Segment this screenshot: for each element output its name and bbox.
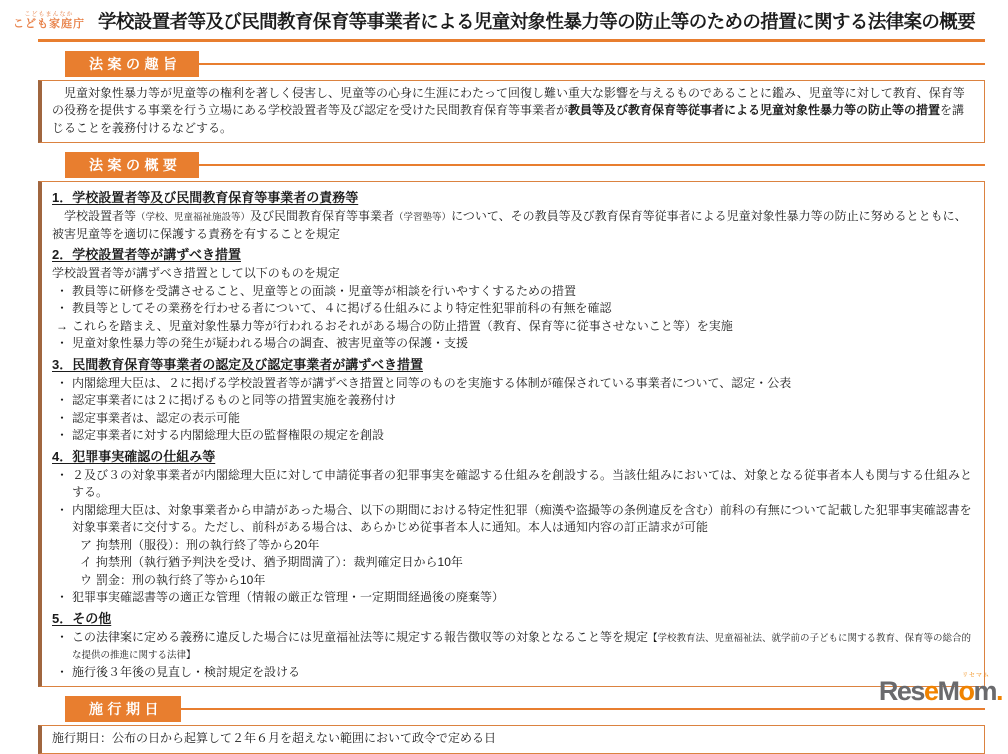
text-segment: 施行後３年後の見直し・検討規定を設ける	[72, 664, 301, 679]
outline-line	[52, 427, 974, 445]
line-marker: ア	[79, 537, 92, 552]
kodomo-katei-cho-logo	[8, 12, 90, 31]
text-segment: 児童対象性暴力等の発生が疑われる場合の調査、被害児童等の保護・支援	[72, 336, 469, 351]
effective-badge: 施行期日	[65, 696, 181, 722]
outline-line	[52, 664, 974, 682]
line-text	[96, 537, 974, 555]
outline-line	[52, 208, 974, 243]
resemom-watermark-text	[879, 676, 1002, 706]
line-marker: イ	[79, 555, 92, 570]
text-segment: これらを踏まえ、児童対象性暴力等が行われるおそれがある場合の防止措置（教育、保育等に従事させないこと等）を実施	[72, 318, 733, 333]
line-text	[72, 589, 974, 607]
line-text	[72, 664, 974, 682]
text-segment: 罰金：刑の執行終了等から10年	[96, 572, 266, 587]
outline-line	[52, 410, 974, 428]
watermark-letter: M	[937, 676, 959, 706]
line-marker: ・	[55, 375, 68, 390]
text-segment: 児童対象性暴力等が児童等の権利を著しく侵害し、児童等の心身に生涯にわたって回復し難い重大な影響を与えるものであることに鑑み、児童等に対して教育、保育等の役務を提供する事業を行う立場にある学校設置者等及び認定を受けた民間教育保育等事業者が	[52, 85, 965, 118]
line-marker: ・	[55, 336, 68, 351]
purpose-section-head	[65, 51, 985, 77]
line-marker: ・	[55, 467, 68, 482]
effective-date-text: 施行期日：公布の日から起算して２年６月を超えない範囲において政令で定める日	[52, 731, 497, 746]
purpose-box	[38, 80, 985, 144]
line-marker: →	[56, 318, 68, 333]
outline-section-head	[65, 152, 985, 178]
text-segment: ２及び３の対象事業者が内閣総理大臣に対して申請従事者の犯罪事実を確認する仕組みを創設する。当該仕組みにおいては、対象となる従事者本人も関与する仕組みとする。	[72, 467, 973, 500]
watermark-letter: m	[973, 676, 996, 706]
text-segment: 内閣総理大臣は、２に掲げる学校設置者等が講ずべき措置と同等のものを実施する体制が確保されている事業者について、認定・公表	[72, 375, 792, 390]
line-marker: ・	[55, 629, 68, 644]
outline-item-heading: 1．学校設置者等及び民間教育保育等事業者の責務等	[52, 190, 359, 206]
text-segment: 教員等としてその業務を行わせる者について、４に掲げる仕組みにより特定性犯罪前科の有無を確認	[72, 301, 612, 316]
line-marker: ・	[55, 410, 68, 425]
text-segment: 教員等及び教育保育等従事者による児童対象性暴力等の防止等の措置	[568, 103, 941, 118]
outline-item-heading: 2．学校設置者等が講ずべき措置	[52, 247, 241, 263]
outline-line	[52, 300, 974, 318]
line-marker: ・	[55, 590, 68, 605]
outline-line	[52, 572, 974, 590]
purpose-badge: 法案の趣旨	[65, 51, 199, 77]
effective-section-head	[65, 696, 985, 722]
line-marker: ・	[55, 393, 68, 408]
text-segment: 認定事業者に対する内閣総理大臣の監督権限の規定を創設	[72, 428, 385, 443]
watermark-ruby: リセマム	[962, 673, 990, 679]
line-text	[72, 629, 974, 664]
outline-items	[52, 189, 974, 681]
outline-line	[52, 502, 974, 537]
line-marker: ・	[55, 283, 68, 298]
watermark-letter: .	[995, 676, 1002, 706]
outline-line	[52, 554, 974, 572]
outline-line	[52, 375, 974, 393]
line-text	[72, 410, 974, 428]
text-segment: （学習塾等）	[394, 212, 452, 224]
line-text	[72, 375, 974, 393]
line-text	[72, 300, 974, 318]
text-segment: 学校設置者等	[52, 209, 137, 224]
line-text	[72, 502, 974, 537]
line-marker: ・	[55, 428, 68, 443]
line-text	[72, 283, 974, 301]
text-segment: 拘禁刑（執行猶予判決を受け、猶予期間満了）：裁判確定日から10年	[96, 555, 463, 570]
outline-line	[52, 318, 974, 336]
logo-agency-name: こども家庭庁	[13, 18, 85, 31]
text-segment: 認定事業者には２に掲げるものと同等の措置実施を義務付け	[72, 393, 397, 408]
watermark-letter: s	[910, 676, 924, 706]
line-marker: ・	[55, 301, 68, 316]
line-text	[72, 392, 974, 410]
text-segment: （学校、児童福祉施設等）	[136, 212, 251, 224]
text-segment: 拘禁刑（服役）：刑の執行終了等から20年	[96, 537, 320, 552]
outline-badge: 法案の概要	[65, 152, 199, 178]
logo-arc-text: こどもまんなか	[24, 11, 74, 18]
resemom-watermark	[878, 673, 1002, 707]
text-segment: 犯罪事実確認書等の適正な管理（情報の厳正な管理・一定期間経過後の廃棄等）	[72, 590, 505, 605]
text-segment: この法律案に定める義務に違反した場合には児童福祉法等に規定する報告徴収等の対象となること等を規定	[72, 629, 649, 644]
page-title: 学校設置者等及び民間教育保育等事業者による児童対象性暴力等の防止等のための措置に関する法律案の概要	[98, 11, 976, 32]
outline-item-heading: 5．その他	[52, 610, 112, 626]
outline-line	[52, 283, 974, 301]
text-segment: 認定事業者は、認定の表示可能	[72, 410, 241, 425]
title-underline	[38, 39, 985, 42]
text-segment: 内閣総理大臣は、対象事業者から申請があった場合、以下の期間における特定性犯罪（痴漢や盗撮等の条例違反を含む）前科の有無について記載した犯罪事実確認書を対象事業者に交付する。ただし、前科がある場合は、あらかじめ従事者本人に通知。本人は通知内容の訂正請求が可能	[72, 502, 972, 535]
line-text	[72, 427, 974, 445]
text-segment: 【学校教育法、児童福祉法、就学前の子どもに関する教育、保育等の総合的な提供の推進に関する法律】	[72, 632, 972, 662]
line-text	[96, 554, 974, 572]
watermark-letter: e	[896, 676, 911, 706]
outline-line	[52, 537, 974, 555]
outline-head-line	[199, 164, 985, 166]
outline-line	[52, 335, 974, 353]
text-segment: 教員等に研修を受講させること、児童等との面談・児童等が相談を行いやすくするための措置	[72, 283, 577, 298]
text-segment: について、その教員等及び教育保育等従事者による児童対象性暴力等の防止に努めるとともに、被害児童等を適切に保護する責務を有することを規定	[52, 209, 967, 241]
outline-line	[52, 589, 974, 607]
line-marker: ウ	[79, 572, 92, 587]
line-text	[72, 318, 974, 336]
outline-box	[38, 181, 985, 687]
watermark-letter: R	[878, 676, 897, 706]
line-text	[72, 335, 974, 353]
outline-line	[52, 629, 974, 664]
outline-item-heading: 3．民間教育保育等事業者の認定及び認定事業者が講ずべき措置	[52, 356, 423, 372]
watermark-letter: e	[923, 676, 938, 706]
line-marker: ・	[55, 502, 68, 517]
text-segment: 学校設置者等が講ずべき措置として以下のものを規定	[52, 266, 340, 281]
line-text	[52, 265, 974, 283]
outline-line	[52, 265, 974, 283]
effective-box	[38, 725, 985, 754]
line-text	[72, 467, 974, 502]
text-segment: を講じることを義務付けるなどする。	[52, 103, 965, 135]
watermark-letter: o	[958, 676, 974, 706]
outline-line	[52, 467, 974, 502]
purpose-text	[52, 85, 974, 138]
line-marker: ・	[55, 664, 68, 679]
line-text	[52, 208, 974, 243]
text-segment: 及び民間教育保育等事業者	[250, 209, 395, 224]
purpose-head-line	[199, 63, 985, 65]
outline-item-heading: 4．犯罪事実確認の仕組み等	[52, 448, 216, 464]
document-header	[8, 8, 985, 34]
line-text	[96, 572, 974, 590]
outline-line	[52, 392, 974, 410]
